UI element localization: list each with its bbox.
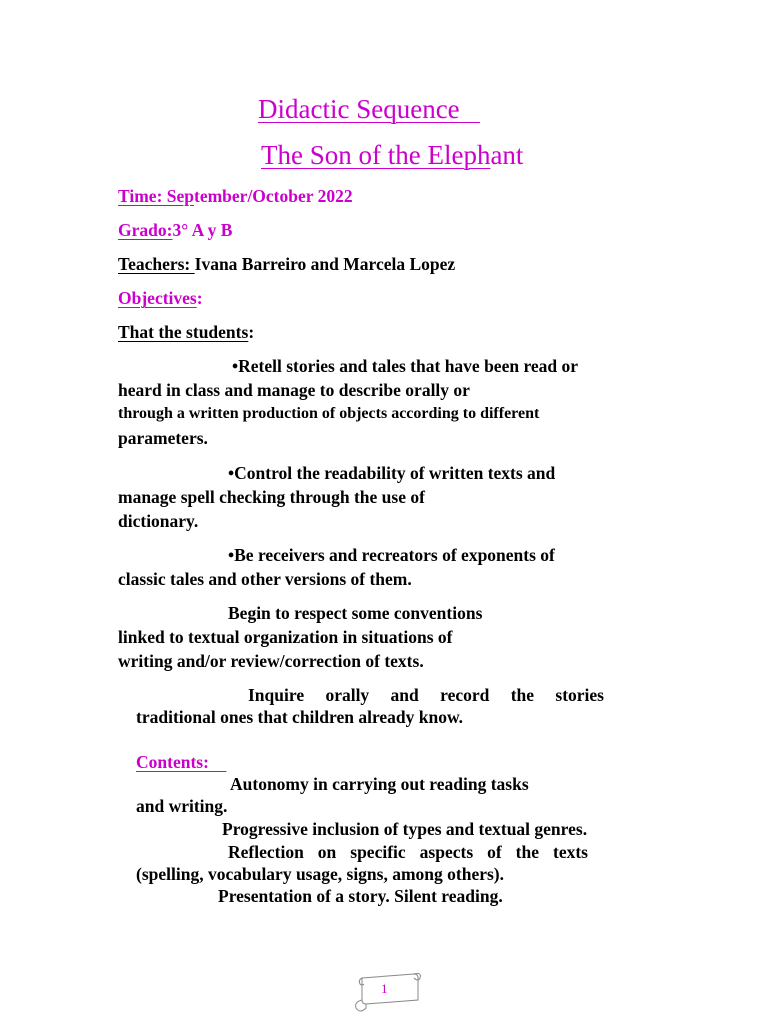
objectives-colon: : xyxy=(196,288,203,308)
time-value: tember/October 2022 xyxy=(194,186,353,206)
grado-label: Grado: xyxy=(118,220,173,240)
objective-1-line-3: through a written production of objects according to different xyxy=(118,405,540,422)
subtitle-underlined: The Son of the Eleph xyxy=(261,140,491,170)
teachers-line xyxy=(118,254,455,275)
contents-label: Contents: xyxy=(136,752,209,772)
students-label: That the students xyxy=(118,322,249,342)
content-3 xyxy=(136,841,588,885)
objective-3-line-1: •Be receivers and recreators of exponents of xyxy=(228,545,555,565)
objective-5 xyxy=(136,684,604,728)
objective-2-line-1: •Control the readability of written texts and xyxy=(228,463,556,483)
students-heading xyxy=(118,322,254,343)
objective-4-line-2: linked to textual organization in situations of xyxy=(118,627,453,647)
content-4: Presentation of a story. Silent reading. xyxy=(218,886,503,906)
objective-2-line-3: dictionary. xyxy=(118,511,199,531)
content-2: Progressive inclusion of types and textual genres. xyxy=(222,819,588,839)
subtitle-rest: ant xyxy=(490,140,524,170)
objective-5-line-1: Inquire orally and record the stories xyxy=(248,685,604,705)
objective-5-line-2: traditional ones that children already know. xyxy=(136,707,464,727)
teachers-value: Ivana Barreiro and Marcela Lopez xyxy=(194,254,456,274)
content-1-line-1: Autonomy in carrying out reading tasks xyxy=(230,774,529,794)
objective-1-line-4: parameters. xyxy=(118,428,208,448)
page-number-scroll-icon xyxy=(352,964,424,1016)
content-3-line-1: Reflection on specific aspects of the texts xyxy=(228,842,588,862)
students-colon: : xyxy=(248,322,255,342)
objective-4-line-1: Begin to respect some conventions xyxy=(228,603,483,623)
content-3-line-2: (spelling, vocabulary usage, signs, among others). xyxy=(136,864,505,884)
document-title xyxy=(258,94,480,125)
objective-4-line-3: writing and/or review/correction of texts. xyxy=(118,651,424,671)
objective-3-line-2: classic tales and other versions of them. xyxy=(118,569,412,589)
document-subtitle xyxy=(261,140,523,171)
contents-heading xyxy=(136,752,226,773)
grado-value: 3° A y B xyxy=(172,220,233,240)
teachers-label: Teachers: xyxy=(118,254,195,274)
objectives-heading xyxy=(118,288,203,309)
grado-line xyxy=(118,220,232,241)
content-1-line-2: and writing. xyxy=(136,796,228,816)
time-line xyxy=(118,186,353,207)
objective-1-line-2: heard in class and manage to describe orally or xyxy=(118,380,470,400)
time-label: Time: Sep xyxy=(118,186,194,206)
objective-1-line-1: •Retell stories and tales that have been read or xyxy=(232,356,579,376)
objectives-label: Objectives xyxy=(118,288,197,308)
title-text: Didactic Sequence xyxy=(258,94,460,124)
page-number: 1 xyxy=(381,981,388,996)
objective-2-line-2: manage spell checking through the use of xyxy=(118,487,425,507)
